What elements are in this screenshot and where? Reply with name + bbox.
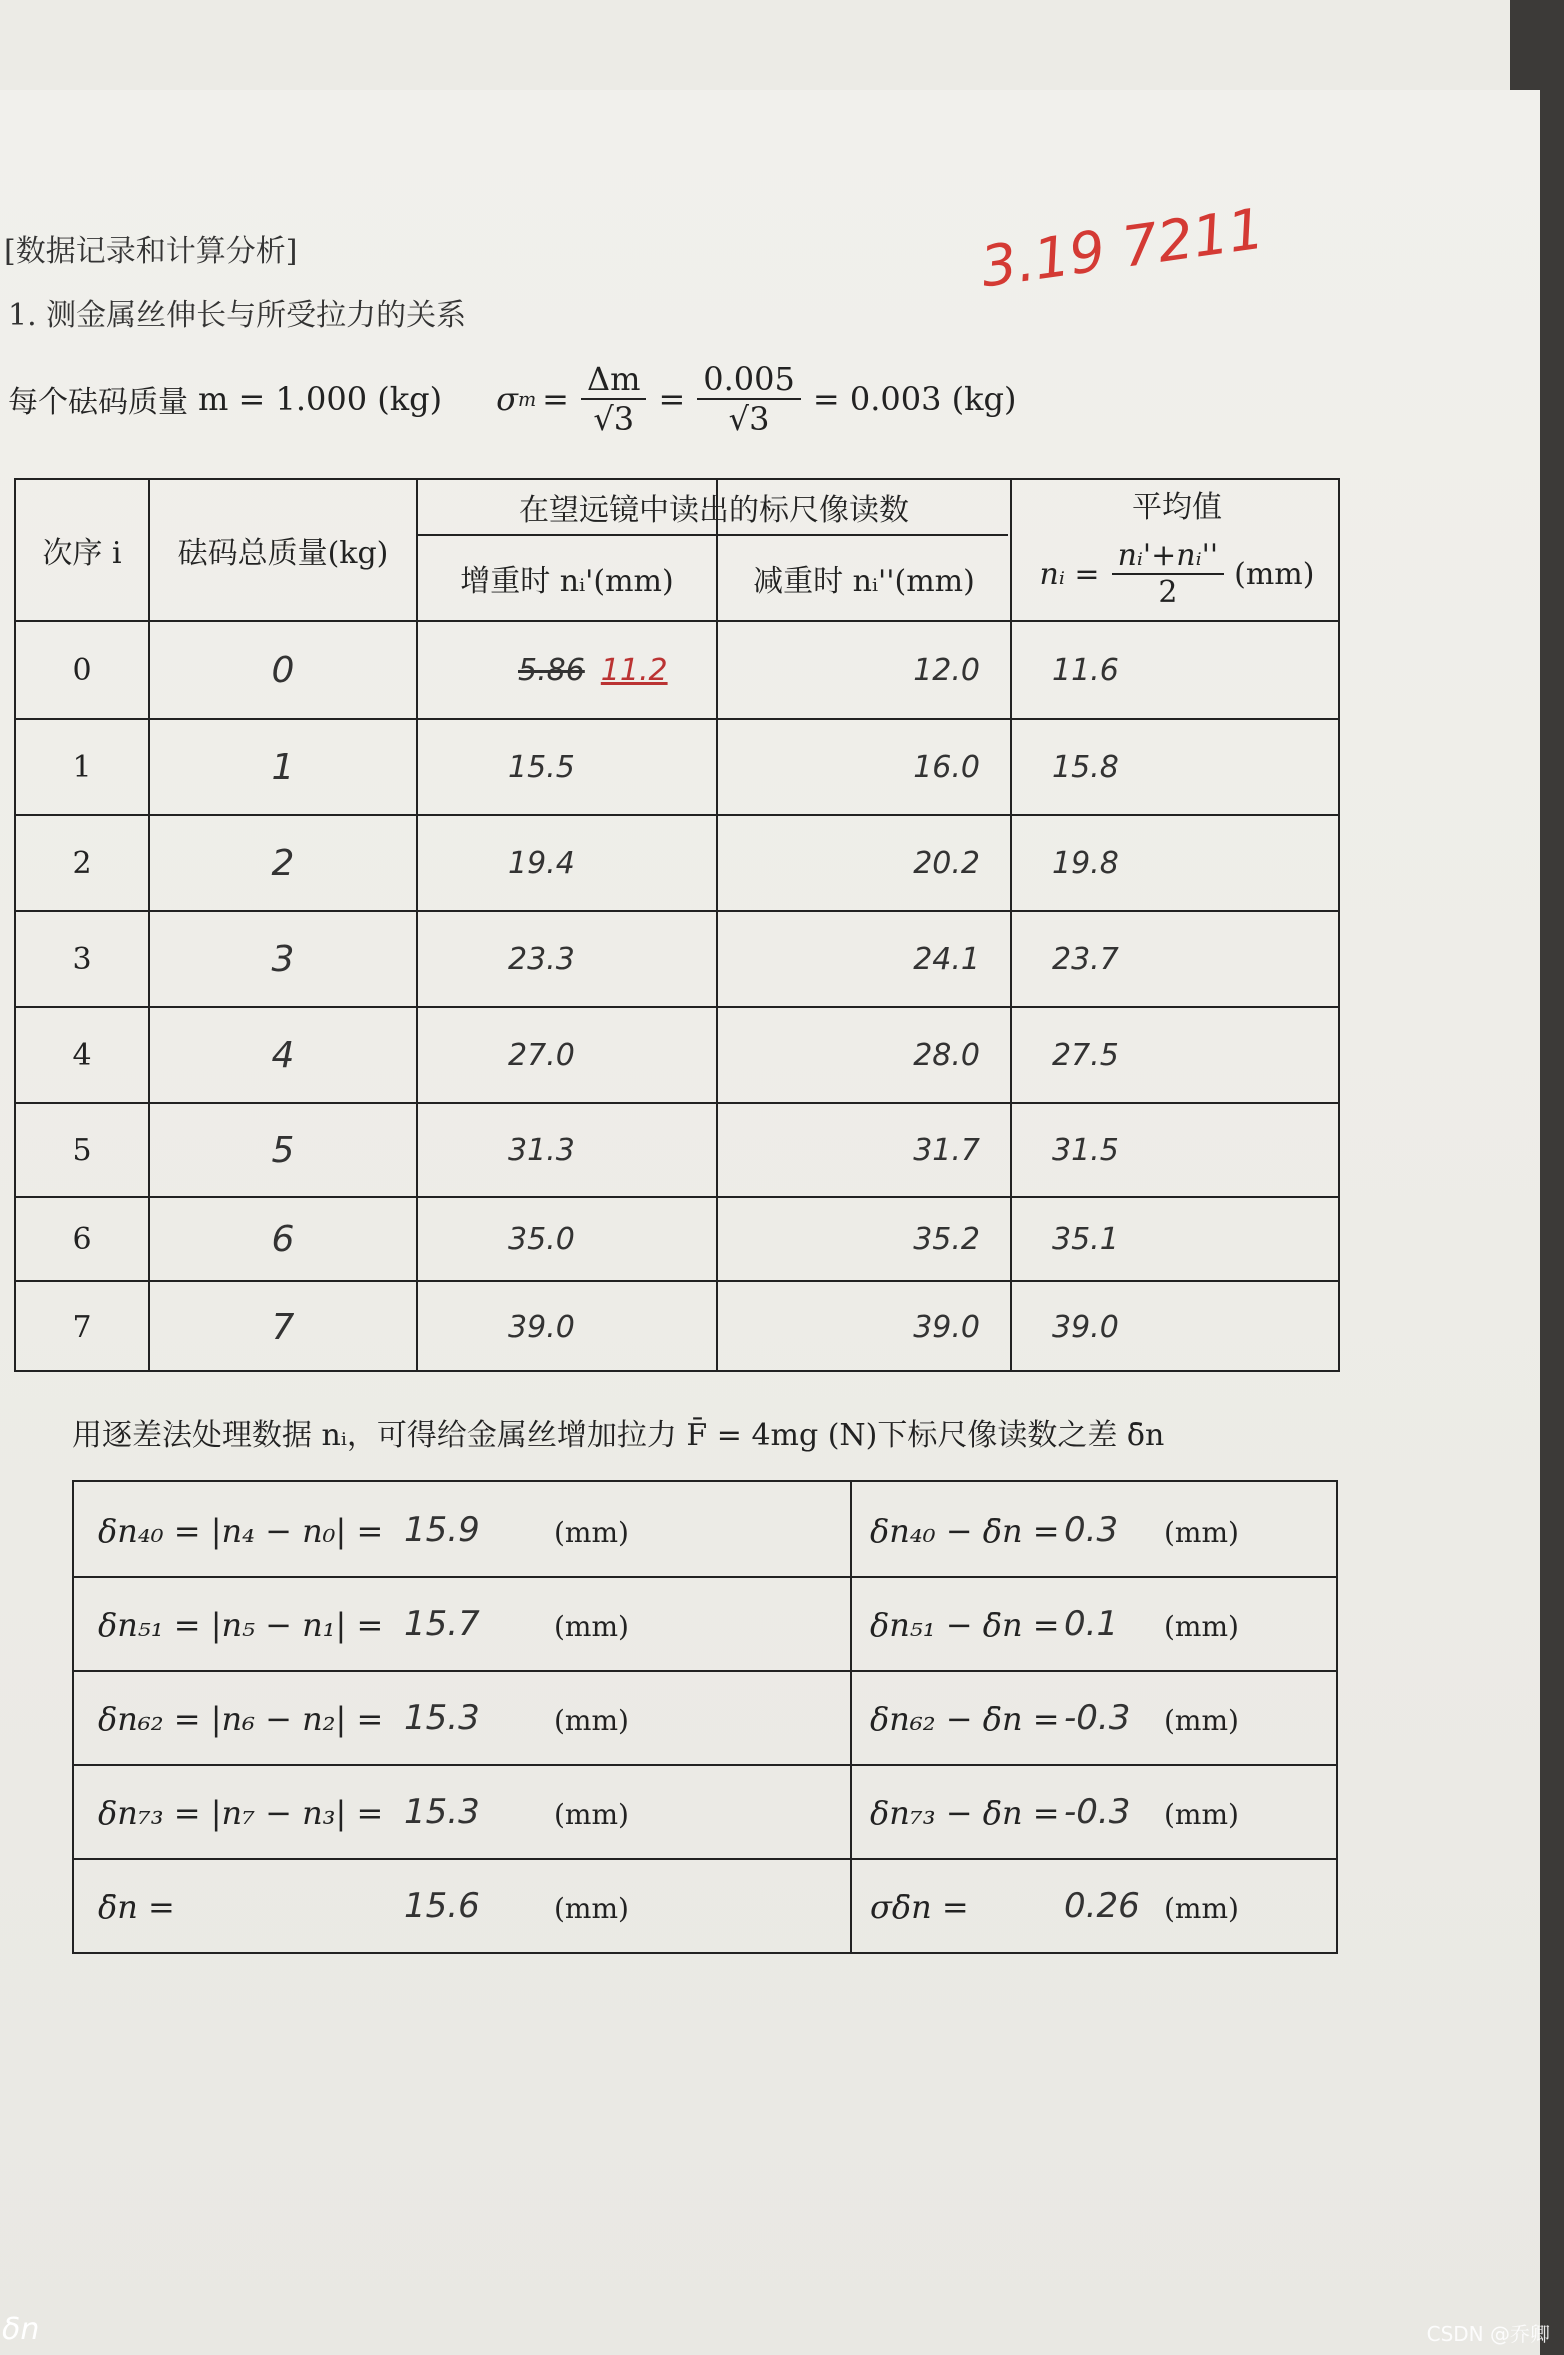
cell-decrease: 35.2 [913, 1221, 980, 1257]
right-expression: σδ̄n = [870, 1888, 969, 1926]
cell-average: 15.8 [1052, 749, 1119, 785]
header-decrease: 减重时 nᵢ''(mm) [753, 564, 975, 599]
avg-denominator: 2 [1158, 575, 1178, 610]
cell-increase: 15.5 [508, 749, 575, 785]
equals-2: = [658, 380, 686, 418]
left-expression: δ̄n = [98, 1888, 175, 1926]
fraction-denominator: √3 [593, 400, 635, 438]
right-expression: δn₆₂ − δ̄n = [870, 1700, 1060, 1738]
difference-row [74, 1576, 1336, 1670]
fraction-numerator: Δm [581, 360, 646, 400]
header-mass: 砝码总质量(kg) [177, 536, 389, 571]
corrected-value: 11.2 [600, 652, 668, 688]
left-unit: (mm) [554, 1704, 629, 1737]
cell-average: 35.1 [1052, 1221, 1119, 1257]
difference-row [74, 1482, 1336, 1576]
cell-mass: 3 [271, 938, 295, 980]
left-value: 15.3 [404, 1698, 480, 1738]
cell-average: 27.5 [1052, 1037, 1119, 1073]
header-increase: 增重时 nᵢ'(mm) [460, 564, 674, 599]
right-unit: (mm) [1164, 1516, 1239, 1549]
avg-numerator: nᵢ'+nᵢ'' [1112, 538, 1225, 575]
cell-average: 11.6 [1052, 652, 1119, 688]
left-unit: (mm) [554, 1516, 629, 1549]
readings-table [14, 478, 1340, 1372]
difference-table [72, 1480, 1338, 1954]
difference-row [74, 1764, 1336, 1858]
cell-index: 3 [72, 941, 92, 977]
right-value: -0.3 [1064, 1792, 1131, 1832]
cell-decrease: 24.1 [913, 941, 980, 977]
right-unit: (mm) [1164, 1704, 1239, 1737]
cell-index: 7 [72, 1309, 92, 1345]
cell-decrease: 20.2 [913, 845, 980, 881]
header-average-title: 平均值 [1132, 490, 1222, 525]
right-expression: δn₄₀ − δ̄n = [870, 1512, 1060, 1550]
cell-average: 19.8 [1052, 845, 1119, 881]
left-value: 15.9 [404, 1510, 480, 1550]
right-value: 0.1 [1064, 1604, 1119, 1644]
cell-decrease: 31.7 [913, 1132, 980, 1168]
cell-average: 39.0 [1052, 1309, 1119, 1345]
cell-increase: 39.0 [508, 1309, 575, 1345]
cell-mass: 5 [271, 1129, 295, 1171]
corner-mark: δn [2, 2312, 40, 2347]
mass-formula [8, 360, 1016, 438]
avg-unit: (mm) [1234, 556, 1315, 592]
right-value: 0.3 [1064, 1510, 1119, 1550]
cell-index: 0 [72, 652, 92, 688]
fraction-value [697, 360, 801, 438]
equals-1: = [542, 380, 569, 418]
difference-row [74, 1670, 1336, 1764]
cell-decrease: 16.0 [913, 749, 980, 785]
sigma-symbol: σ [496, 380, 518, 418]
subsection-title: 1. 测金属丝伸长与所受拉力的关系 [8, 298, 467, 333]
cell-average: 23.7 [1052, 941, 1119, 977]
avg-fraction [1112, 538, 1225, 610]
cell-increase [418, 622, 716, 718]
watermark: CSDN @乔卿 [1426, 2322, 1550, 2346]
left-value: 15.7 [404, 1604, 480, 1644]
cell-index: 5 [72, 1132, 92, 1168]
left-unit: (mm) [554, 1892, 629, 1925]
section-heading: [数据记录和计算分析] [4, 234, 298, 269]
left-value: 15.6 [404, 1886, 480, 1926]
cell-average: 31.5 [1052, 1132, 1119, 1168]
cell-decrease: 12.0 [913, 652, 980, 688]
mass-label: 每个砝码质量 [8, 385, 188, 420]
left-expression: δn₇₃ = |n₇ − n₃| = [98, 1794, 384, 1832]
right-unit: (mm) [1164, 1798, 1239, 1831]
handwritten-signature: 3.19 7211 [976, 196, 1269, 301]
header-index: 次序 i [42, 536, 122, 571]
cell-decrease: 39.0 [913, 1309, 980, 1345]
cell-decrease: 28.0 [913, 1037, 980, 1073]
left-expression: δn₄₀ = |n₄ − n₀| = [98, 1512, 384, 1550]
header-readings: 在望远镜中读出的标尺像读数 [519, 493, 909, 528]
cell-mass: 0 [271, 649, 295, 691]
cell-increase: 23.3 [508, 941, 575, 977]
header-average-formula [1012, 528, 1342, 620]
cell-mass: 6 [271, 1218, 295, 1260]
fraction-denominator: √3 [728, 400, 770, 438]
sigma-result: = 0.003 (kg) [812, 380, 1017, 418]
cell-increase: 31.3 [508, 1132, 575, 1168]
cell-increase: 35.0 [508, 1221, 575, 1257]
cell-mass: 4 [271, 1034, 295, 1076]
right-unit: (mm) [1164, 1892, 1239, 1925]
cell-index: 1 [72, 749, 92, 785]
mass-value: m = 1.000 (kg) [198, 380, 443, 418]
right-expression: δn₇₃ − δ̄n = [870, 1794, 1060, 1832]
right-unit: (mm) [1164, 1610, 1239, 1643]
fraction-delta-m [581, 360, 646, 438]
cell-index: 4 [72, 1037, 92, 1073]
cell-mass: 2 [271, 842, 295, 884]
sigma-subscript: m [517, 387, 537, 411]
right-value: 0.26 [1064, 1886, 1140, 1926]
cell-mass: 1 [271, 746, 295, 788]
cell-mass: 7 [271, 1306, 295, 1348]
cell-index: 6 [72, 1221, 92, 1257]
difference-row [74, 1858, 1336, 1952]
right-expression: δn₅₁ − δ̄n = [870, 1606, 1060, 1644]
struck-value: 5.86 [518, 652, 585, 688]
fraction-numerator: 0.005 [697, 360, 801, 400]
cell-increase: 19.4 [508, 845, 575, 881]
left-value: 15.3 [404, 1792, 480, 1832]
left-unit: (mm) [554, 1610, 629, 1643]
right-value: -0.3 [1064, 1698, 1131, 1738]
left-unit: (mm) [554, 1798, 629, 1831]
method-line: 用逐差法处理数据 nᵢ，可得给金属丝增加拉力 F̄ = 4mg (N)下标尺像读数之差 δ̄n [72, 1418, 1165, 1453]
cell-index: 2 [72, 845, 92, 881]
left-expression: δn₅₁ = |n₅ − n₁| = [98, 1606, 384, 1644]
left-expression: δn₆₂ = |n₆ − n₂| = [98, 1700, 384, 1738]
cell-increase: 27.0 [508, 1037, 575, 1073]
avg-lhs: nᵢ = [1039, 556, 1100, 592]
